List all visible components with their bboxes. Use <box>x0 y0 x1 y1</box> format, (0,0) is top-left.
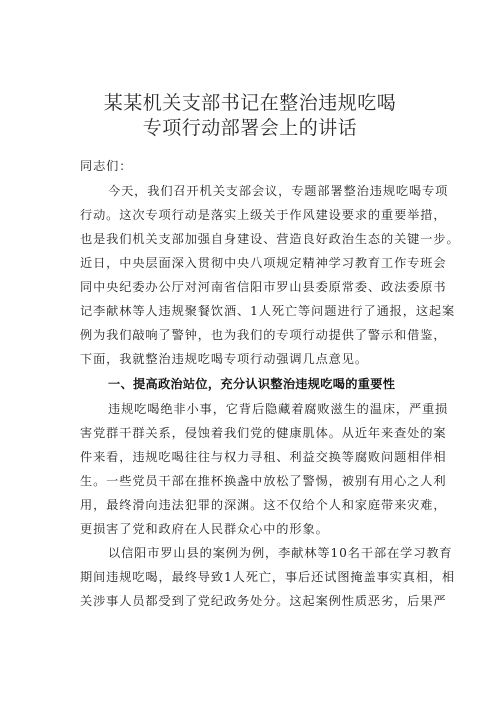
intro-line: 近日，中央层面深入贯彻中央八项规定精神学习教育工作专班会 <box>80 256 447 270</box>
intro-line: 例为我们敲响了警钟，也为我们的专项行动提供了警示和借鉴， <box>80 328 447 342</box>
intro-line: 下面，我就整治违规吃喝专项行动强调几点意见。 <box>80 352 368 366</box>
document-title-line-2: 专项行动部署会上的讲话 <box>142 117 358 139</box>
document-title-line-1: 某某机关支部书记在整治违规吃喝 <box>103 92 397 114</box>
body-line: 生。一些党员干部在推杯换盏中放松了警惕，被别有用心之人利 <box>80 474 447 488</box>
body-line: 以信阳市罗山县的案例为例，李献林等10名干部在学习教育 <box>108 546 453 560</box>
intro-line: 记李献林等人违规聚餐饮酒、1人死亡等问题进行了通报，这起案 <box>80 304 456 318</box>
body-line: 违规吃喝绝非小事，它背后隐藏着腐败滋生的温床，严重损 <box>108 402 449 416</box>
body-line: 件来看，违规吃喝往往与权力寻租、利益交换等腐败问题相伴相 <box>80 450 447 464</box>
section-heading: 一、提高政治站位，充分认识整治违规吃喝的重要性 <box>108 377 396 391</box>
body-line: 更损害了党和政府在人民群众心中的形象。 <box>80 522 329 536</box>
intro-line: 行动。这次专项行动是落实上级关于作风建设要求的重要举措， <box>80 208 447 222</box>
body-line: 用，最终滑向违法犯罪的深渊。这不仅给个人和家庭带来灾难， <box>80 498 447 512</box>
intro-line: 也是我们机关支部加强自身建设、营造良好政治生态的关键一步。 <box>80 232 460 246</box>
body-line: 期间违规吃喝，最终导致1人死亡，事后还试图掩盖事实真相，相 <box>80 570 456 584</box>
body-line: 害党群干群关系，侵蚀着我们党的健康肌体。从近年来查处的案 <box>80 426 447 440</box>
salutation: 同志们： <box>80 159 133 173</box>
intro-line: 今天，我们召开机关支部会议，专题部署整治违规吃喝专项 <box>108 184 449 198</box>
intro-line: 同中央纪委办公厅对河南省信阳市罗山县委原常委、政法委原书 <box>80 280 447 294</box>
body-line: 关涉事人员都受到了党纪政务处分。这起案例性质恶劣，后果严 <box>80 594 447 608</box>
